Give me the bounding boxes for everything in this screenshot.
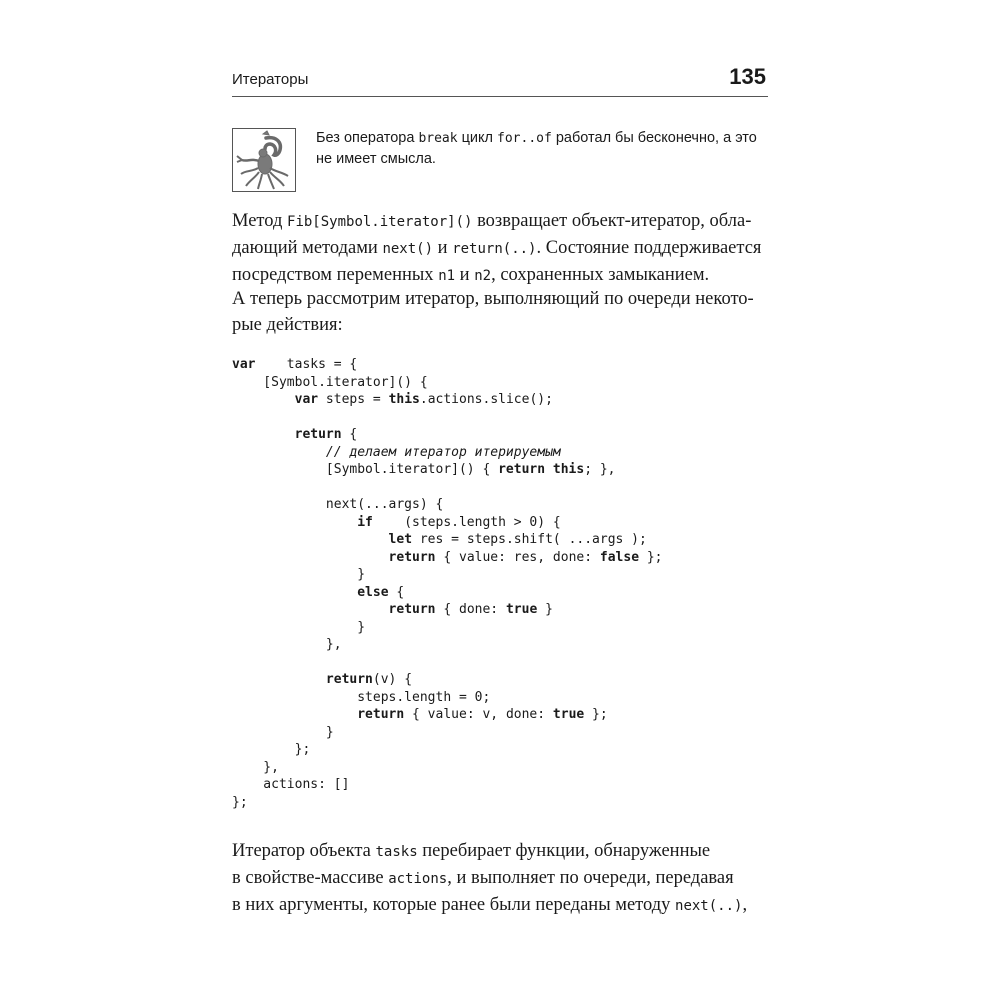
code-token — [232, 427, 295, 442]
code-token: (steps.length > 0) { — [372, 514, 561, 530]
code-keyword: return this — [498, 462, 585, 477]
code-token: } — [232, 724, 334, 740]
code-token — [232, 707, 357, 722]
code-line — [232, 531, 663, 549]
text-part: , сохраненных замыканием. — [491, 265, 710, 285]
code-keyword: if — [357, 514, 373, 530]
code-line — [232, 654, 663, 672]
code-token: next(...args) { — [232, 497, 444, 512]
note-text-part: цикл — [457, 130, 498, 146]
code-token: tasks = { — [255, 357, 358, 372]
code-line — [232, 374, 663, 392]
code-keyword: return — [388, 549, 436, 565]
code-token: { value: v, done: — [404, 707, 553, 722]
code-token: steps = — [318, 392, 389, 407]
code-token: res = steps.shift( ...args ); — [412, 532, 647, 547]
code-token — [232, 445, 326, 460]
inline-code: next() — [382, 241, 434, 257]
inline-code: next(..) — [675, 898, 743, 914]
code-line — [232, 391, 663, 409]
inline-code: n1 — [438, 268, 456, 284]
code-line — [232, 479, 663, 497]
code-token: (v) { — [372, 672, 413, 687]
text-part: , — [742, 895, 748, 915]
code-line — [232, 776, 663, 794]
code-keyword: true — [505, 602, 538, 617]
code-token: .actions.slice(); — [419, 392, 553, 407]
inline-code: Fib[Symbol.iterator]() — [287, 214, 473, 230]
inline-code: actions — [388, 871, 448, 887]
code-token: actions: [] — [232, 777, 350, 792]
inline-code: return(..) — [452, 241, 537, 257]
code-line — [232, 549, 663, 567]
code-token — [232, 550, 389, 565]
paragraph-1 — [232, 208, 770, 289]
code-line — [232, 706, 663, 724]
inline-code: tasks — [375, 844, 418, 860]
text-part: . Состояние поддерживается — [536, 238, 762, 258]
text-line — [232, 892, 770, 919]
text-part: возвращает объект-итератор, обла- — [472, 211, 752, 231]
running-title: Итераторы — [232, 71, 309, 88]
code-keyword: this — [388, 392, 420, 407]
code-token — [232, 515, 357, 530]
code-keyword: let — [388, 532, 413, 547]
code-token: } — [537, 602, 553, 617]
code-token — [232, 672, 326, 687]
code-line — [232, 426, 663, 444]
text-part: дающий методами — [232, 238, 383, 258]
text-line: А теперь рассмотрим итератор, выполняющий по очереди некото- — [232, 289, 754, 309]
code-line — [232, 601, 663, 619]
code-line — [232, 461, 663, 479]
code-keyword: var — [232, 357, 256, 372]
code-keyword: else — [357, 584, 389, 600]
code-comment: // делаем итератор итерируемым — [325, 444, 561, 460]
code-token: { done: — [435, 602, 506, 617]
code-token — [232, 392, 295, 407]
text-part: Итератор объекта — [232, 841, 376, 861]
code-token: }, — [232, 637, 342, 652]
text-part: посредством переменных — [232, 265, 439, 285]
code-token: }; — [232, 794, 248, 810]
code-line — [232, 514, 663, 532]
code-token: [Symbol.iterator]() { — [232, 374, 428, 390]
code-line — [232, 636, 663, 654]
note-text — [316, 128, 772, 170]
code-token: [Symbol.iterator]() { — [232, 462, 499, 477]
code-keyword: return — [357, 707, 405, 722]
code-line — [232, 619, 663, 637]
inline-code: for..of — [497, 131, 552, 146]
text-part: и — [455, 265, 475, 285]
text-part: Метод — [232, 211, 288, 231]
code-line — [232, 496, 663, 514]
text-part: в свойстве-массиве — [232, 868, 389, 888]
code-keyword: false — [599, 549, 640, 565]
code-keyword: return — [294, 427, 342, 442]
code-listing — [232, 356, 663, 811]
code-token: }; — [639, 549, 663, 565]
code-token — [232, 585, 357, 600]
text-line: рые действия: — [232, 315, 343, 335]
code-token: }; — [584, 707, 608, 722]
code-token: { value: res, done: — [435, 549, 600, 565]
code-line — [232, 671, 663, 689]
code-token: { — [341, 427, 358, 442]
code-token: }; — [232, 742, 311, 757]
code-token: }, — [232, 759, 279, 775]
code-keyword: var — [294, 392, 319, 407]
code-keyword: true — [552, 707, 585, 722]
page-number: 135 — [729, 64, 766, 89]
text-part: перебирает функции, обнаруженные — [417, 841, 711, 861]
paragraph-3 — [232, 838, 770, 919]
code-line — [232, 409, 663, 427]
note-text-part: Без оператора — [316, 130, 419, 146]
page-header — [232, 60, 768, 97]
code-token — [232, 602, 389, 617]
text-line — [232, 235, 770, 262]
note-text-part: не имеет смысла. — [316, 151, 436, 167]
code-token — [232, 532, 389, 547]
text-line — [232, 838, 770, 865]
code-token: { — [388, 584, 405, 600]
text-part: и — [433, 238, 453, 258]
text-line — [232, 865, 770, 892]
code-line — [232, 584, 663, 602]
code-line — [232, 759, 663, 777]
code-token: } — [232, 567, 366, 582]
text-part: , и выполняет по очереди, передавая — [447, 868, 734, 888]
text-line — [232, 262, 770, 289]
code-token: steps.length = 0; — [232, 689, 491, 705]
code-line — [232, 724, 663, 742]
paragraph-2 — [232, 286, 770, 338]
code-line — [232, 741, 663, 759]
code-token: ; }, — [584, 462, 616, 477]
scorpion-icon — [232, 128, 296, 192]
text-line — [232, 208, 770, 235]
inline-code: break — [418, 131, 458, 146]
code-line — [232, 444, 663, 462]
code-line — [232, 689, 663, 707]
code-token: } — [232, 619, 366, 635]
note-text-part: работал бы бесконечно, а это — [551, 130, 757, 146]
inline-code: n2 — [474, 268, 492, 284]
code-keyword: return — [325, 672, 373, 687]
text-part: в них аргументы, которые ранее были переданы методу — [232, 895, 676, 915]
note-box — [232, 128, 768, 198]
code-keyword: return — [388, 602, 436, 617]
code-line — [232, 356, 663, 374]
code-line — [232, 566, 663, 584]
code-line — [232, 794, 663, 812]
